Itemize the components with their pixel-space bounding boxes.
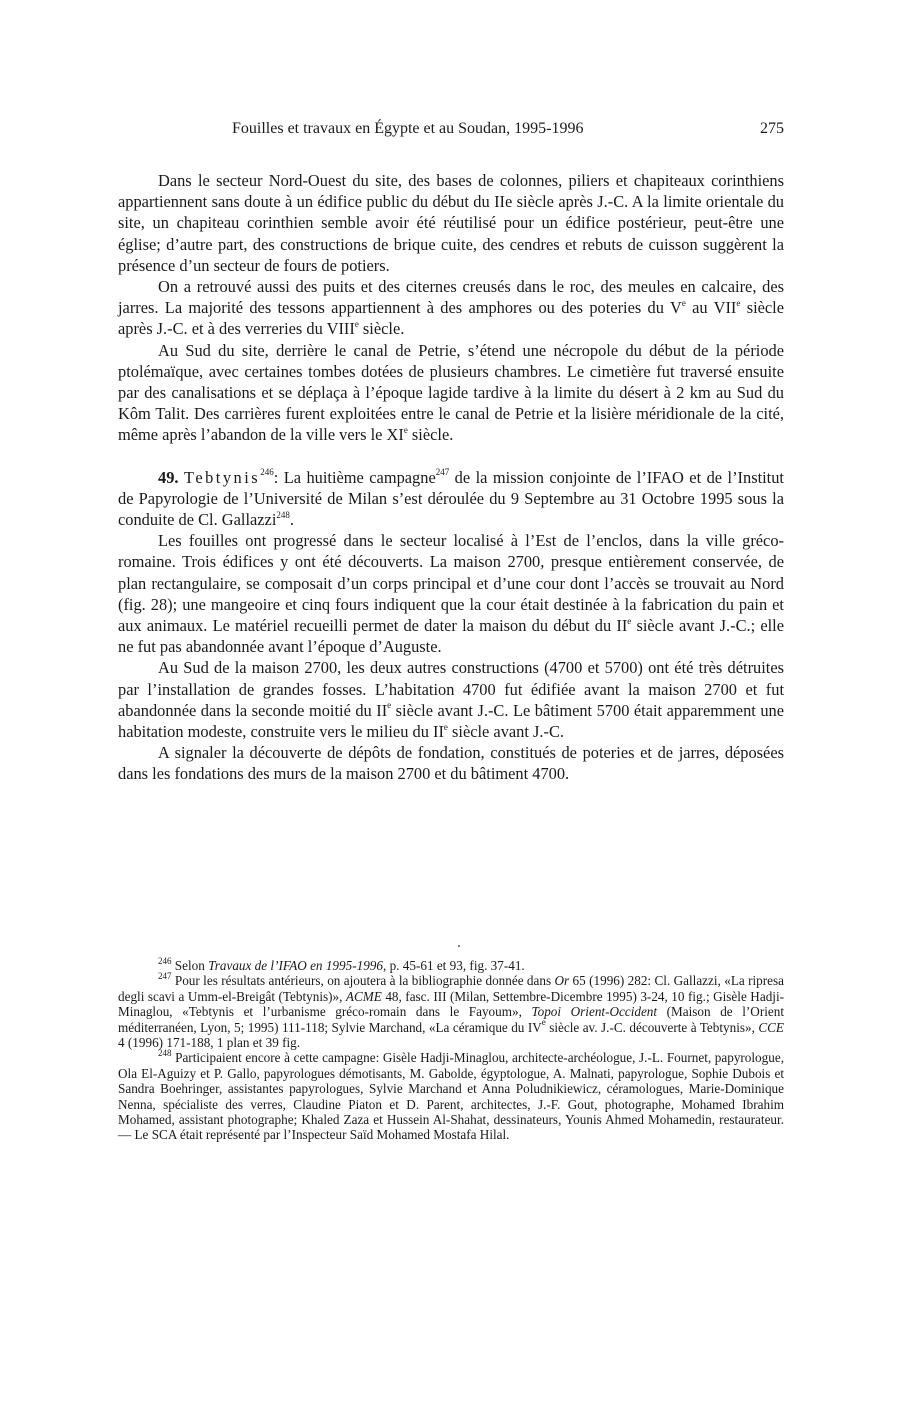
paragraph-constructions-4700-5700: Au Sud de la maison 2700, les deux autres constructions (4700 et 5700) ont été très détruites par l’installation de grandes fosses. L’habitation 4700 fut édifiée avant la maison 2700 et fut abandonnée dans la seconde moitié du IIe siècle avant J.-C. Le bâtiment 5700 était apparemment une habitation modeste, construite vers le milieu du IIe siècle avant J.-C.: [118, 658, 784, 742]
paragraph-excavations-house-2700: Les fouilles ont progressé dans le secteur localisé à l’Est de l’enclos, dans la ville gréco-romaine. Trois édifices y ont été découverts. La maison 2700, presque entièrement conservée, de plan rectangulaire, se composait d’un corps principal et d’une cour dont l’accès se trouvait au Nord (fig. 28); une mangeoire et cinq fours indiquent que la cour était destinée à la fabrication du pain et aux animaux. Le matériel recueilli permet de dater la maison du début du IIe siècle avant J.-C.; elle ne fut pas abandonnée avant l’époque d’Auguste.: [118, 531, 784, 657]
separator-dot: [458, 945, 460, 947]
site-name: Tebtynis: [183, 467, 261, 487]
paragraph-necropolis: Au Sud du site, derrière le canal de Petrie, s’étend une nécropole du début de la période ptolémaïque, avec certaines tombes dotées de plusieurs chambres. Le cimetière fut traversé ensuite par des canalisations et se déplaça à l’époque lagide tardive à la limite du désert à 2 km au Sud du Kôm Talit. Des carrières furent exploitées entre le canal de Petrie et la lisière méridionale de la cité, même après l’abandon de la ville vers le XIe siècle.: [118, 340, 784, 445]
footnote-247: $^{247}$ Pour les résultats antérieurs, on ajoutera à la bibliographie donnée dans Or 65 (1996) 282: Cl. Gallazzi, «La ripresa degli scavi a Umm-el-Breigât (Tebtynis)», ACME 48, fasc. III (Milan, Settembre-Dicembre 1995) 3-24, 10 fig.; Gisèle Hadji-Minaglou, «Tebtynis et l’urbanisme gréco-romain dans le Fayoum», Topoi Orient-Occident (Maison de l’Orient méditerranéen, Lyon, 5; 1995) 111-118; Sylvie Marchand, «La céramique du IVe siècle av. J.-C. découverte à Tebtynis», CCE 4 (1996) 171-188, 1 plan et 39 fig.: [118, 971, 785, 1051]
paragraph-north-west-sector: Dans le secteur Nord-Ouest du site, des bases de colonnes, piliers et chapiteaux corinthiens appartiennent sans doute à un édifice public du début du IIe siècle après J.-C. A la limite orientale du site, un chapiteau corinthien semble avoir été réutilisé pour un édifice postérieur, peut-être une église; d’autre part, des constructions de brique cuite, des cendres et rebuts de cuisson suggèrent la présence d’un secteur de fours de potiers.: [118, 171, 784, 275]
footnotes: [118, 955, 785, 1143]
running-title: Fouilles et travaux en Égypte et au Soudan, 1995-1996: [232, 120, 584, 137]
footnote-246: $^{246}$ Selon Travaux de l’IFAO en 1995-1996, p. 45-61 et 93, fig. 37-41.: [158, 955, 525, 973]
footnote-ref-248[interactable]: 248: [276, 509, 290, 520]
page-number: 275: [760, 120, 784, 137]
footnote-ref-247[interactable]: 247: [435, 467, 450, 478]
main-text: [118, 170, 784, 785]
footnote-ref-246[interactable]: 246: [260, 467, 274, 478]
paragraph-wells-cisterns: On a retrouvé aussi des puits et des citernes creusés dans le roc, des meules en calcaire, des jarres. La majorité des tessons appartiennent à des amphores ou des poteries du Ve au VIIe siècle après J.-C. et à des verreries du VIIIe siècle.: [118, 277, 785, 339]
paragraph-foundation-deposits: A signaler la découverte de dépôts de fondation, constitués de poteries et de jarres, déposées dans les fondations des murs de la maison 2700 et du bâtiment 4700.: [118, 743, 784, 784]
section-49-intro: 49. Tebtynis$^{246}$: La huitième campagne$^{247}$ de la mission conjointe de l’IFAO et de l’Institut de Papyrologie de l’Université de Milan s’est déroulée du 9 Septembre au 31 Octobre 1995 sous la conduite de Cl. Gallazzi$^{248}$.: [118, 467, 784, 530]
section-number: 49.: [158, 467, 179, 487]
footnote-248: $^{248}$ Participaient encore à cette campagne: Gisèle Hadji-Minaglou, architecte-archéologue, J.-L. Fournet, papyrologue, Ola El-Aguizy et P. Gallo, papyrologues démotisants, M. Gabolde, égyptologue, A. Malnati, papyrologue, Sophie Dubois et Sandra Boehringer, assistantes papyrologues, Sylvie Marchand et Anna Poludnikiewicz, céramologues, Marie-Dominique Nenna, spécialiste des verres, Claudine Piaton et D. Parent, architectes, J.-F. Gout, photographe, Mohamed Ibrahim Mohamed, assistant photographe; Khaled Zaza et Hussein Al-Shahat, dessinateurs, Younis Ahmed Mohamedin, restaurateur. — Le SCA était représenté par l’Inspecteur Saïd Mohamed Mostafa Hilal.: [118, 1048, 784, 1143]
